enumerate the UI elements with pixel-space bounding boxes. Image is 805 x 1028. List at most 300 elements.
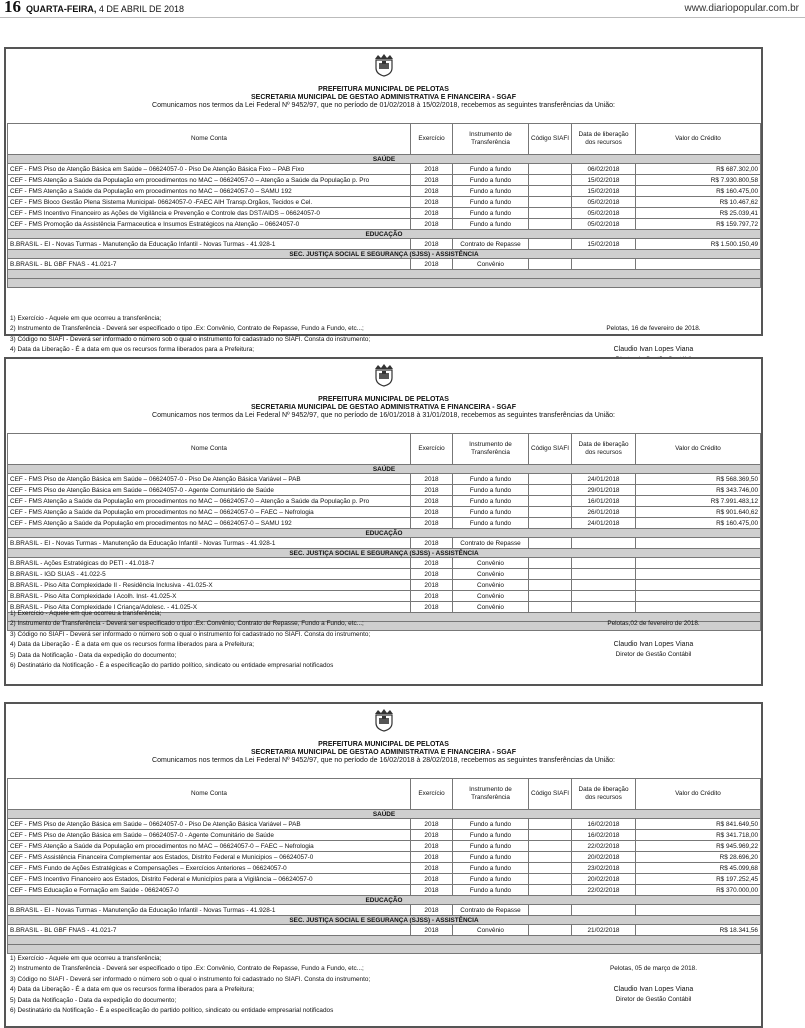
city-crest-icon [373, 53, 395, 77]
page-date-text: 4 DE ABRIL DE 2018 [98, 4, 185, 14]
account-name-cell: CEF - FMS Piso de Atenção Básica em Saúde – 06624057-0 - Agente Comunitário de Saúde [8, 485, 411, 496]
note-line: 5) Data da Notificação - Data da expedição do documento; [10, 651, 177, 659]
year-cell: 2018 [411, 186, 453, 197]
release-date-cell: 16/01/2018 [572, 496, 636, 507]
release-date-cell [572, 538, 636, 549]
table-row [8, 925, 761, 936]
release-date-cell: 05/02/2018 [572, 219, 636, 230]
instrument-cell: Fundo a fundo [453, 885, 529, 896]
siafi-cell [529, 885, 572, 896]
table-row [8, 905, 761, 916]
table-row [8, 208, 761, 219]
credit-value-cell: R$ 687.302,00 [636, 164, 761, 175]
note-line: 5) Data da Notificação - Data da expedição do documento; [10, 996, 177, 1004]
table-row [8, 580, 761, 591]
blank-cell [8, 936, 761, 945]
year-cell: 2018 [411, 496, 453, 507]
siafi-cell [529, 208, 572, 219]
instrument-cell: Fundo a fundo [453, 852, 529, 863]
place-date: Pelotas, 16 de fevereiro de 2018. [606, 325, 701, 332]
siafi-cell [529, 569, 572, 580]
table-row [8, 474, 761, 485]
credit-value-cell [636, 569, 761, 580]
notice-box [4, 702, 763, 1028]
release-date-cell: 05/02/2018 [572, 208, 636, 219]
siafi-cell [529, 819, 572, 830]
transfers-table [7, 123, 761, 288]
account-name-cell: CEF - FMS Atenção a Saúde da População em procedimentos no MAC – 06624057-0 – SAMU 192 [8, 518, 411, 529]
siafi-cell [529, 239, 572, 250]
siafi-cell [529, 841, 572, 852]
year-cell: 2018 [411, 485, 453, 496]
section-row [8, 896, 761, 905]
release-date-cell: 16/02/2018 [572, 819, 636, 830]
signature-block [566, 964, 741, 1006]
table-row [8, 507, 761, 518]
credit-value-cell: R$ 159.797,72 [636, 219, 761, 230]
instrument-cell: Convênio [453, 602, 529, 613]
column-header: Exercício [411, 779, 453, 810]
table-row [8, 852, 761, 863]
year-cell: 2018 [411, 885, 453, 896]
org-subtitle: SECRETARIA MUNICIPAL DE GESTAO ADMINISTRATIVA E FINANCEIRA - SGAF [251, 94, 516, 101]
table-row [8, 569, 761, 580]
year-cell: 2018 [411, 518, 453, 529]
blank-row [8, 270, 761, 279]
table-header-row [8, 779, 761, 810]
year-cell: 2018 [411, 175, 453, 186]
credit-value-cell: R$ 7.991.483,12 [636, 496, 761, 507]
siafi-cell [529, 496, 572, 507]
account-name-cell: B.BRASIL - IGD SUAS - 41.022-5 [8, 569, 411, 580]
account-name-cell: CEF - FMS Atenção a Saúde da População em procedimentos no MAC – 06624057-0 – Atenção a Saúde da População p. Pro [8, 496, 411, 507]
column-header: Nome Conta [8, 124, 411, 155]
release-date-cell [572, 569, 636, 580]
year-cell: 2018 [411, 538, 453, 549]
table-row [8, 518, 761, 529]
siafi-cell [529, 863, 572, 874]
account-name-cell: B.BRASIL - BL GBF FNAS - 41.021-7 [8, 259, 411, 270]
org-subtitle: SECRETARIA MUNICIPAL DE GESTAO ADMINISTRATIVA E FINANCEIRA - SGAF [251, 749, 516, 756]
page-weekday: QUARTA-FEIRA, [26, 4, 97, 14]
section-row [8, 549, 761, 558]
org-title: PREFEITURA MUNICIPAL DE PELOTAS [318, 741, 449, 748]
section-row [8, 916, 761, 925]
city-crest-icon [373, 363, 395, 387]
credit-value-cell: R$ 160.475,00 [636, 518, 761, 529]
credit-value-cell [636, 602, 761, 613]
notice-titles [6, 86, 761, 110]
account-name-cell: CEF - FMS Assistência Financeira Complementar aos Estados, Distrito Federal e Municipios – 06624057-0 [8, 852, 411, 863]
column-header: Data de liberação dos recursos [572, 124, 636, 155]
section-row [8, 250, 761, 259]
signer-role: Diretor de Gestão Contábil [615, 996, 692, 1004]
column-header: Exercício [411, 124, 453, 155]
release-date-cell: 16/02/2018 [572, 830, 636, 841]
signature-block [566, 619, 741, 661]
credit-value-cell: R$ 568.369,50 [636, 474, 761, 485]
note-line: 3) Código no SIAFI - Deverá ser informado o número sob o qual o instrumento foi cadastrado no SIAFI. Consta do instrumento; [10, 975, 371, 983]
release-date-cell [572, 905, 636, 916]
column-header: Valor do Crédito [636, 779, 761, 810]
account-name-cell: CEF - FMS Piso de Atenção Básica em Saúde – 06624057-0 - Piso De Atenção Básica Fixo – PAB Fixo [8, 164, 411, 175]
table-row [8, 558, 761, 569]
transfers-table [7, 433, 761, 631]
note-line: 3) Código no SIAFI - Deverá ser informado o número sob o qual o instrumento foi cadastrado no SIAFI. Consta do instrumento; [10, 630, 371, 638]
credit-value-cell: R$ 160.475,00 [636, 186, 761, 197]
release-date-cell: 22/02/2018 [572, 885, 636, 896]
credit-value-cell: R$ 341.718,00 [636, 830, 761, 841]
credit-value-cell: R$ 370.000,00 [636, 885, 761, 896]
page-date [26, 4, 184, 14]
instrument-cell: Fundo a fundo [453, 841, 529, 852]
siafi-cell [529, 219, 572, 230]
siafi-cell [529, 852, 572, 863]
table-row [8, 485, 761, 496]
table-row [8, 186, 761, 197]
signer-name: Claudio Ivan Lopes Viana [613, 640, 694, 648]
org-title: PREFEITURA MUNICIPAL DE PELOTAS [318, 86, 449, 93]
signer-name: Claudio Ivan Lopes Viana [613, 345, 694, 353]
instrument-cell: Fundo a fundo [453, 219, 529, 230]
note-line: 6) Destinatário da Notificação - É a especificação do partido político, sindicato ou entidade empresarial notificados [10, 662, 334, 670]
siafi-cell [529, 186, 572, 197]
notes-list [10, 609, 370, 671]
column-header: Data de liberação dos recursos [572, 434, 636, 465]
blank-row [8, 945, 761, 954]
notice-intro: Comunicamos nos termos da Lei Federal Nº 9452/97, que no período de 16/01/2018 à 31/01/2018, recebemos as seguintes transferências da União: [152, 412, 615, 419]
instrument-cell: Contrato de Repasse [453, 905, 529, 916]
account-name-cell: CEF - FMS Atenção a Saúde da População em procedimentos no MAC – 06624057-0 – FAEC – Nefrologia [8, 841, 411, 852]
column-header: Nome Conta [8, 434, 411, 465]
siafi-cell [529, 558, 572, 569]
release-date-cell [572, 259, 636, 270]
year-cell: 2018 [411, 905, 453, 916]
section-title: EDUCAÇÃO [8, 230, 761, 239]
column-header: Código SIAFI [529, 434, 572, 465]
table-row [8, 259, 761, 270]
table-header-row [8, 434, 761, 465]
siafi-cell [529, 507, 572, 518]
account-name-cell: CEF - FMS Atenção a Saúde da População em procedimentos no MAC – 06624057-0 – Atenção a Saúde da População p. Pro [8, 175, 411, 186]
table-row [8, 164, 761, 175]
release-date-cell: 15/02/2018 [572, 186, 636, 197]
year-cell: 2018 [411, 602, 453, 613]
credit-value-cell [636, 905, 761, 916]
siafi-cell [529, 591, 572, 602]
column-header: Código SIAFI [529, 124, 572, 155]
siafi-cell [529, 197, 572, 208]
section-title: SEC. JUSTIÇA SOCIAL E SEGURANÇA (SJSS) - ASSISTÊNCIA [8, 916, 761, 925]
org-subtitle: SECRETARIA MUNICIPAL DE GESTAO ADMINISTRATIVA E FINANCEIRA - SGAF [251, 404, 516, 411]
year-cell: 2018 [411, 819, 453, 830]
section-title: SAÚDE [8, 465, 761, 474]
account-name-cell: CEF - FMS Incentivo Financeiro as Ações de Vigilância e Prevenção e Controle das DST/AIDS – 06624057-0 [8, 208, 411, 219]
place-date: Pelotas, 05 de março de 2018. [609, 965, 698, 972]
account-name-cell: B.BRASIL - EI - Novas Turmas - Manutenção da Educação Infantil - Novas Turmas - 41.928-1 [8, 905, 411, 916]
release-date-cell: 06/02/2018 [572, 164, 636, 175]
siafi-cell [529, 518, 572, 529]
siafi-cell [529, 259, 572, 270]
release-date-cell: 05/02/2018 [572, 197, 636, 208]
spacer [566, 334, 741, 344]
credit-value-cell: R$ 45.099,68 [636, 863, 761, 874]
account-name-cell: CEF - FMS Promoção da Assistência Farmaceutica e Insumos Estratégicos na Atenção – 06624057-0 [8, 219, 411, 230]
year-cell: 2018 [411, 841, 453, 852]
release-date-cell: 24/01/2018 [572, 518, 636, 529]
credit-value-cell: R$ 343.746,00 [636, 485, 761, 496]
site-url: www.diariopopular.com.br [684, 3, 799, 14]
siafi-cell [529, 538, 572, 549]
credit-value-cell [636, 580, 761, 591]
account-name-cell: CEF - FMS Atenção a Saúde da População em procedimentos no MAC – 06624057-0 – FAEC – Nefrologia [8, 507, 411, 518]
page-number: 16 [4, 0, 21, 16]
year-cell: 2018 [411, 197, 453, 208]
year-cell: 2018 [411, 507, 453, 518]
siafi-cell [529, 830, 572, 841]
column-header: Exercício [411, 434, 453, 465]
account-name-cell: B.BRASIL - Piso Alta Complexidade I Acolh. Inst- 41.025-X [8, 591, 411, 602]
year-cell: 2018 [411, 259, 453, 270]
siafi-cell [529, 580, 572, 591]
credit-value-cell: R$ 7.930.800,58 [636, 175, 761, 186]
instrument-cell: Fundo a fundo [453, 208, 529, 219]
column-header: Valor do Crédito [636, 124, 761, 155]
instrument-cell: Fundo a fundo [453, 518, 529, 529]
instrument-cell: Fundo a fundo [453, 507, 529, 518]
credit-value-cell: R$ 25.039,41 [636, 208, 761, 219]
account-name-cell: CEF - FMS Piso de Atenção Básica em Saúde – 06624057-0 - Agente Comunitário de Saúde [8, 830, 411, 841]
note-line: 2) Instrumento de Transferência - Deverá ser especificado o tipo .Ex: Convênio, Contrato de Repasse, Fundo a Fundo, etc...; [10, 965, 364, 973]
org-title: PREFEITURA MUNICIPAL DE PELOTAS [318, 396, 449, 403]
section-title: EDUCAÇÃO [8, 529, 761, 538]
credit-value-cell: R$ 10.467,62 [636, 197, 761, 208]
table-row [8, 538, 761, 549]
instrument-cell: Convênio [453, 925, 529, 936]
account-name-cell: B.BRASIL - Piso Alta Complexidade I Criança/Adolesc. - 41.025-X [8, 602, 411, 613]
note-line: 1) Exercício - Aquele em que ocorreu a transferência; [10, 955, 162, 962]
blank-cell [8, 945, 761, 954]
year-cell: 2018 [411, 474, 453, 485]
table-row [8, 830, 761, 841]
blank-cell [8, 279, 761, 288]
column-header: Data de liberação dos recursos [572, 779, 636, 810]
note-line: 4) Data da Liberação - É a data em que os recursos forma liberados para a Prefeitura; [10, 346, 255, 354]
table-row [8, 197, 761, 208]
siafi-cell [529, 925, 572, 936]
signer-name: Claudio Ivan Lopes Viana [613, 985, 694, 993]
instrument-cell: Convênio [453, 558, 529, 569]
column-header: Código SIAFI [529, 779, 572, 810]
spacer [566, 974, 741, 984]
credit-value-cell: R$ 945.969,22 [636, 841, 761, 852]
instrument-cell: Fundo a fundo [453, 164, 529, 175]
section-title: SAÚDE [8, 155, 761, 164]
release-date-cell: 26/01/2018 [572, 507, 636, 518]
instrument-cell: Convênio [453, 569, 529, 580]
account-name-cell: CEF - FMS Atenção a Saúde da População em procedimentos no MAC – 06624057-0 – SAMU 192 [8, 186, 411, 197]
table-row [8, 175, 761, 186]
year-cell: 2018 [411, 830, 453, 841]
account-name-cell: CEF - FMS Piso de Atenção Básica em Saúde – 06624057-0 - Piso De Atenção Básica Variável – PAB [8, 474, 411, 485]
notice-box [4, 357, 763, 686]
release-date-cell [572, 602, 636, 613]
year-cell: 2018 [411, 558, 453, 569]
credit-value-cell [636, 591, 761, 602]
notice-titles [6, 396, 761, 420]
notice-box [4, 47, 763, 354]
release-date-cell [572, 591, 636, 602]
release-date-cell: 15/02/2018 [572, 175, 636, 186]
credit-value-cell: R$ 18.341,56 [636, 925, 761, 936]
siafi-cell [529, 905, 572, 916]
release-date-cell: 23/02/2018 [572, 863, 636, 874]
notice-intro: Comunicamos nos termos da Lei Federal Nº 9452/97, que no período de 01/02/2018 à 15/02/2018, recebemos as seguintes transferências da União: [152, 102, 615, 109]
siafi-cell [529, 874, 572, 885]
header-rule [0, 17, 805, 18]
instrument-cell: Fundo a fundo [453, 186, 529, 197]
notice-intro: Comunicamos nos termos da Lei Federal Nº 9452/97, que no período de 16/02/2018 à 28/02/2018, recebemos as seguintes transferências da União: [152, 757, 615, 764]
table-row [8, 874, 761, 885]
table-row [8, 863, 761, 874]
instrument-cell: Fundo a fundo [453, 819, 529, 830]
section-title: SEC. JUSTIÇA SOCIAL E SEGURANÇA (SJSS) - ASSISTÊNCIA [8, 250, 761, 259]
table-row [8, 591, 761, 602]
account-name-cell: B.BRASIL - Piso Alta Complexidade II - Residência Inclusiva - 41.025-X [8, 580, 411, 591]
siafi-cell [529, 485, 572, 496]
siafi-cell [529, 175, 572, 186]
instrument-cell: Fundo a fundo [453, 496, 529, 507]
note-line: 4) Data da Liberação - É a data em que os recursos forma liberados para a Prefeitura; [10, 986, 255, 994]
section-row [8, 230, 761, 239]
spacer [566, 629, 741, 639]
blank-cell [8, 270, 761, 279]
instrument-cell: Fundo a fundo [453, 863, 529, 874]
table-row [8, 219, 761, 230]
siafi-cell [529, 474, 572, 485]
account-name-cell: B.BRASIL - EI - Novas Turmas - Manutenção da Educação Infantil - Novas Turmas - 41.928-1 [8, 239, 411, 250]
table-row [8, 239, 761, 250]
account-name-cell: CEF - FMS Educação e Formação em Saúde - 06624057-0 [8, 885, 411, 896]
column-header: Instrumento de Transferência [453, 434, 529, 465]
credit-value-cell: R$ 1.500.150,49 [636, 239, 761, 250]
city-crest-icon [373, 708, 395, 732]
credit-value-cell: R$ 28.696,20 [636, 852, 761, 863]
section-row [8, 465, 761, 474]
release-date-cell: 24/01/2018 [572, 474, 636, 485]
instrument-cell: Convênio [453, 259, 529, 270]
release-date-cell: 20/02/2018 [572, 874, 636, 885]
account-name-cell: B.BRASIL - EI - Novas Turmas - Manutenção da Educação Infantil - Novas Turmas - 41.928-1 [8, 538, 411, 549]
instrument-cell: Fundo a fundo [453, 874, 529, 885]
credit-value-cell: R$ 901.640,62 [636, 507, 761, 518]
instrument-cell: Fundo a fundo [453, 474, 529, 485]
credit-value-cell [636, 259, 761, 270]
column-header: Instrumento de Transferência [453, 779, 529, 810]
credit-value-cell: R$ 197.252,45 [636, 874, 761, 885]
section-title: SAÚDE [8, 810, 761, 819]
credit-value-cell [636, 558, 761, 569]
instrument-cell: Fundo a fundo [453, 485, 529, 496]
transfers-table [7, 778, 761, 954]
table-row [8, 496, 761, 507]
year-cell: 2018 [411, 164, 453, 175]
column-header: Instrumento de Transferência [453, 124, 529, 155]
note-line: 3) Código no SIAFI - Deverá ser informado o número sob o qual o instrumento foi cadastrado no SIAFI. Consta do instrumento; [10, 335, 371, 343]
release-date-cell: 29/01/2018 [572, 485, 636, 496]
section-row [8, 810, 761, 819]
table-header-row [8, 124, 761, 155]
column-header: Valor do Crédito [636, 434, 761, 465]
table-row [8, 841, 761, 852]
year-cell: 2018 [411, 925, 453, 936]
account-name-cell: CEF - FMS Fundo de Ações Estratégicas e Compensações – Exercícios Anteriores – 06624057-0 [8, 863, 411, 874]
account-name-cell: B.BRASIL - BL GBF FNAS - 41.021-7 [8, 925, 411, 936]
section-row [8, 155, 761, 164]
account-name-cell: B.BRASIL - Ações Estratégicas do PETI - 41.018-7 [8, 558, 411, 569]
siafi-cell [529, 164, 572, 175]
note-line: 1) Exercício - Aquele em que ocorreu a transferência; [10, 315, 162, 322]
instrument-cell: Fundo a fundo [453, 175, 529, 186]
year-cell: 2018 [411, 863, 453, 874]
instrument-cell: Contrato de Repasse [453, 239, 529, 250]
blank-row [8, 936, 761, 945]
instrument-cell: Convênio [453, 591, 529, 602]
year-cell: 2018 [411, 580, 453, 591]
note-line: 6) Destinatário da Notificação - É a especificação do partido político, sindicato ou entidade empresarial notificados [10, 1007, 334, 1015]
instrument-cell: Fundo a fundo [453, 830, 529, 841]
year-cell: 2018 [411, 569, 453, 580]
section-row [8, 529, 761, 538]
signer-role: Diretor de Gestão Contábil [615, 651, 692, 659]
instrument-cell: Contrato de Repasse [453, 538, 529, 549]
note-line: 2) Instrumento de Transferência - Deverá ser especificado o tipo .Ex: Convênio, Contrato de Repasse, Fundo a Fundo, etc...; [10, 325, 364, 333]
year-cell: 2018 [411, 852, 453, 863]
account-name-cell: CEF - FMS Bloco Gestão Plena Sistema Municipal- 06624057-0 -FAEC AIH Transp.Orgãos, Tecidos e Cel. [8, 197, 411, 208]
year-cell: 2018 [411, 239, 453, 250]
table-row [8, 819, 761, 830]
credit-value-cell: R$ 841.649,50 [636, 819, 761, 830]
note-line: 1) Exercício - Aquele em que ocorreu a transferência; [10, 610, 162, 617]
section-title: EDUCAÇÃO [8, 896, 761, 905]
note-line: 4) Data da Liberação - É a data em que os recursos forma liberados para a Prefeitura; [10, 641, 255, 649]
year-cell: 2018 [411, 219, 453, 230]
year-cell: 2018 [411, 208, 453, 219]
year-cell: 2018 [411, 874, 453, 885]
blank-row [8, 279, 761, 288]
instrument-cell: Convênio [453, 580, 529, 591]
siafi-cell [529, 602, 572, 613]
page-header [0, 0, 805, 18]
place-date: Pelotas,02 de fevereiro de 2018. [607, 620, 700, 627]
release-date-cell [572, 580, 636, 591]
credit-value-cell [636, 538, 761, 549]
account-name-cell: CEF - FMS Incentivo Financeiro aos Estados, Distrito Federal e Municípios para a Vigilância – 06624057-0 [8, 874, 411, 885]
column-header: Nome Conta [8, 779, 411, 810]
release-date-cell: 21/02/2018 [572, 925, 636, 936]
release-date-cell: 15/02/2018 [572, 239, 636, 250]
release-date-cell [572, 558, 636, 569]
table-row [8, 885, 761, 896]
account-name-cell: CEF - FMS Piso de Atenção Básica em Saúde – 06624057-0 - Piso De Atenção Básica Variável – PAB [8, 819, 411, 830]
instrument-cell: Fundo a fundo [453, 197, 529, 208]
release-date-cell: 20/02/2018 [572, 852, 636, 863]
year-cell: 2018 [411, 591, 453, 602]
notice-titles [6, 741, 761, 765]
release-date-cell: 22/02/2018 [572, 841, 636, 852]
notes-list [10, 954, 370, 1016]
note-line: 2) Instrumento de Transferência - Deverá ser especificado o tipo .Ex: Convênio, Contrato de Repasse, Fundo a Fundo, etc...; [10, 620, 364, 628]
